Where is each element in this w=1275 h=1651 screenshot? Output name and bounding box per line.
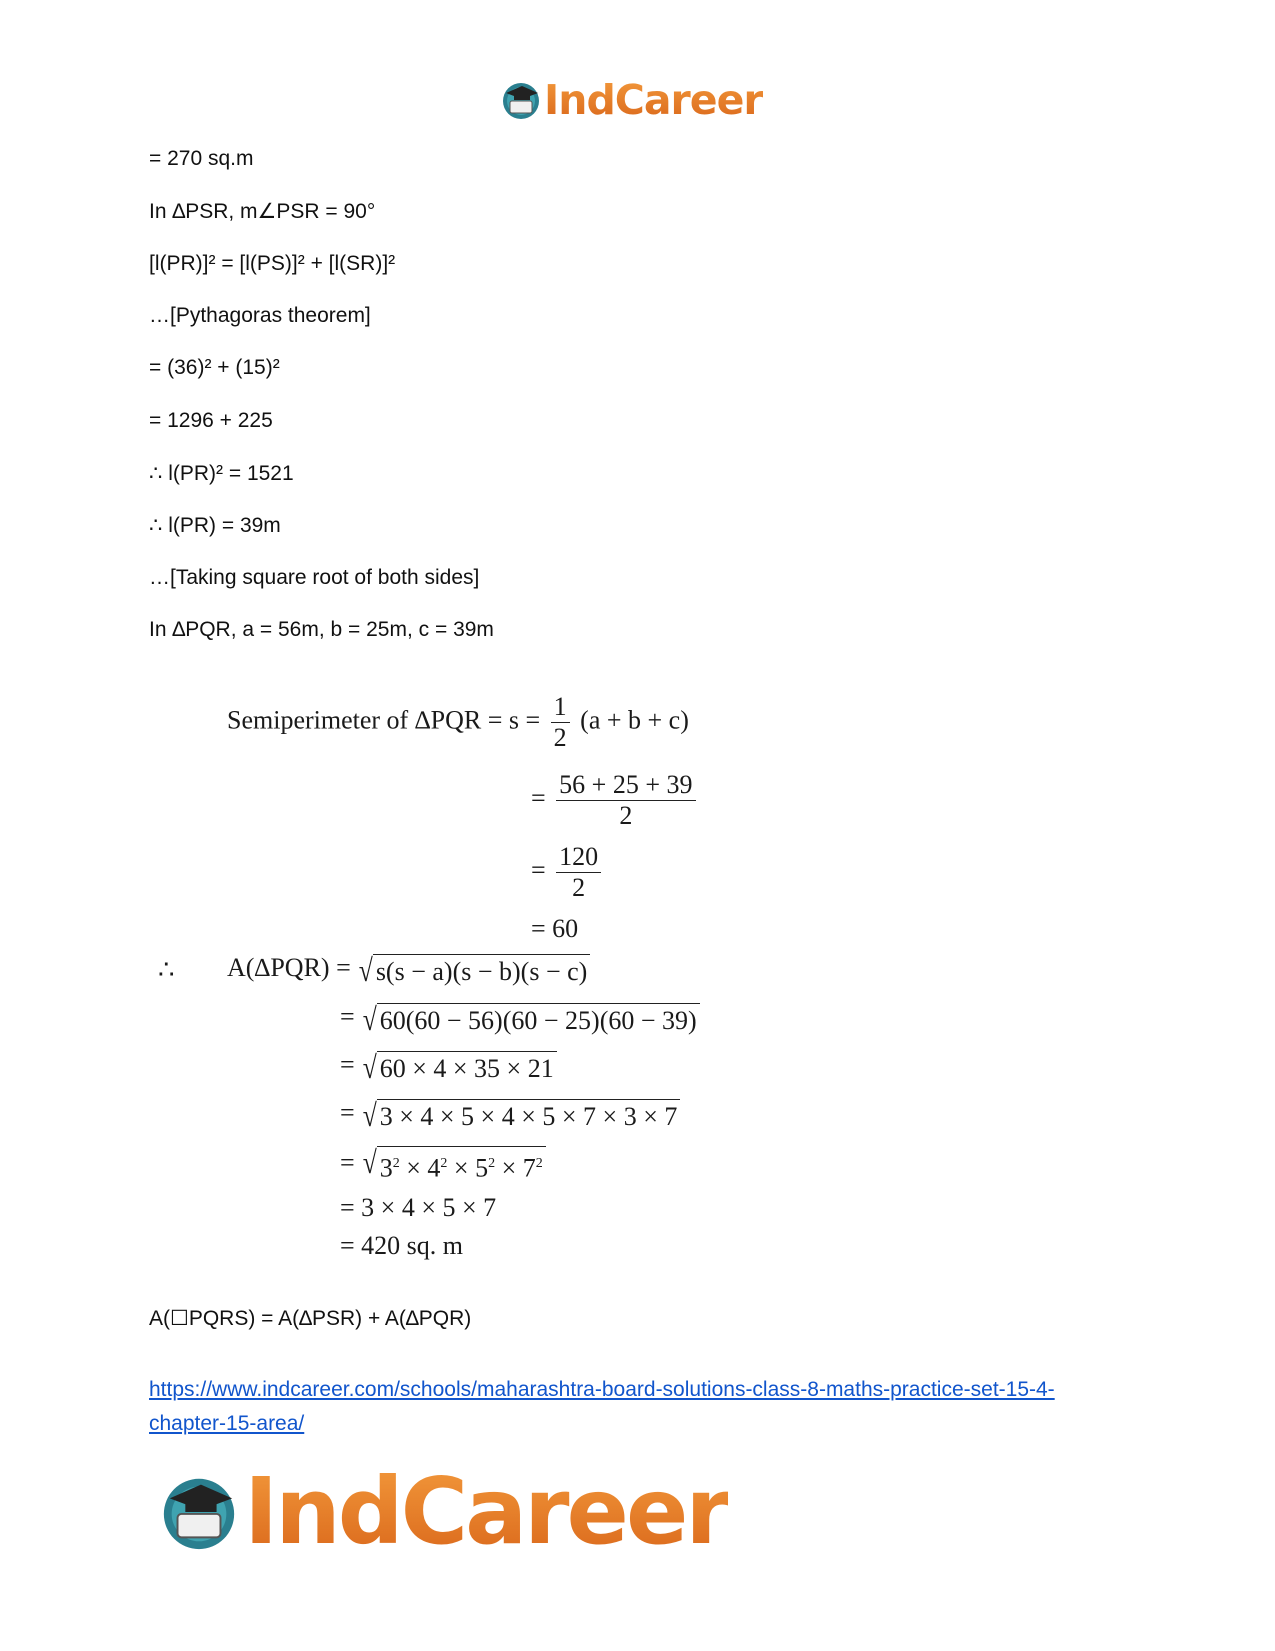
semi-paren: (a + b + c)	[580, 705, 689, 735]
text-line: ∴ l(PR) = 39m	[149, 514, 281, 537]
text-line: = (36)² + (15)²	[149, 356, 280, 379]
logo-wordmark: IndCareer	[244, 1458, 728, 1565]
area-step-4: = √ $3^2 \times 4^2 \times 5^2 \times 7^2$	[340, 1146, 546, 1184]
text-line: [l(PR)]² = [l(PS)]² + [l(SR)]²	[149, 252, 396, 275]
text-line: = 270 sq.m	[149, 147, 254, 170]
area-step-1: = √ 60(60 − 56)(60 − 25)(60 − 39)	[340, 1002, 700, 1036]
area-step-3: = √ 3 × 4 × 5 × 4 × 5 × 7 × 3 × 7	[340, 1098, 680, 1132]
text-line: = 1296 + 225	[149, 409, 273, 432]
area-step-2: = √ 60 × 4 × 35 × 21	[340, 1050, 557, 1084]
graduation-cap-globe-icon	[500, 79, 542, 121]
footer-logo	[158, 1458, 728, 1565]
graduation-cap-globe-icon	[158, 1471, 240, 1553]
semiperimeter-step-1: = $\frac{56 + 25 + 39}{2}$	[531, 770, 700, 831]
text-line: …[Taking square root of both sides]	[149, 566, 480, 589]
semiperimeter-formula	[227, 692, 689, 753]
text-line: In ∆PSR, m∠PSR = 90°	[149, 200, 376, 223]
text-line: In ∆PQR, a = 56m, b = 25m, c = 39m	[149, 618, 494, 641]
heron-formula: A(∆PQR) = √ s(s − a)(s − b)(s − c)	[227, 953, 590, 987]
header-logo	[500, 76, 763, 124]
source-link[interactable]: https://www.indcareer.com/schools/maharashtra-board-solutions-class-8-maths-practice-set-15-4-chapter-15-area/	[149, 1378, 1055, 1435]
therefore-symbol: ∴	[158, 955, 175, 984]
semiperimeter-result: = 60	[531, 914, 579, 943]
area-step-5: = 3 × 4 × 5 × 7	[340, 1193, 497, 1222]
logo-wordmark: IndCareer	[544, 76, 763, 124]
text-line: ∴ l(PR)² = 1521	[149, 462, 294, 485]
text-line-area-sum: A(☐PQRS) = A(∆PSR) + A(∆PQR)	[149, 1307, 472, 1330]
text-line: …[Pythagoras theorem]	[149, 304, 371, 327]
half-fraction: $\frac{1}{2}$	[551, 692, 570, 753]
semiperimeter-step-2: = $\frac{120}{2}$	[531, 842, 605, 903]
semi-label: Semiperimeter of ∆PQR = s =	[227, 705, 541, 735]
area-result: = 420 sq. m	[340, 1231, 464, 1260]
